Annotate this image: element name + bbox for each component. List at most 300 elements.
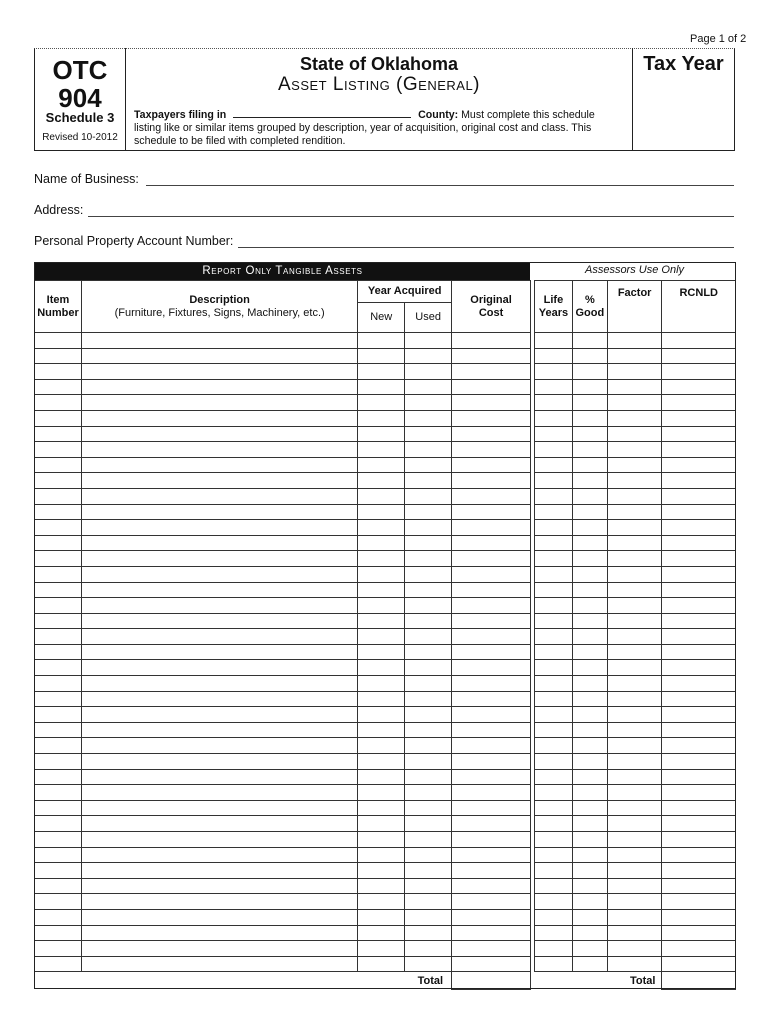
entry-cell[interactable] [35, 925, 82, 941]
entry-cell[interactable] [405, 364, 452, 380]
entry-cell[interactable] [405, 551, 452, 567]
entry-cell[interactable] [35, 816, 82, 832]
entry-cell[interactable] [35, 582, 82, 598]
entry-cell[interactable] [81, 442, 357, 458]
assessor-cell[interactable] [607, 442, 662, 458]
entry-cell[interactable] [452, 520, 531, 536]
assessor-cell[interactable] [572, 629, 607, 645]
entry-cell[interactable] [405, 629, 452, 645]
assessor-cell[interactable] [607, 410, 662, 426]
assessor-cell[interactable] [662, 816, 736, 832]
assessor-cell[interactable] [607, 566, 662, 582]
assessor-cell[interactable] [607, 832, 662, 848]
entry-cell[interactable] [81, 364, 357, 380]
entry-cell[interactable] [452, 660, 531, 676]
entry-cell[interactable] [35, 738, 82, 754]
entry-cell[interactable] [358, 520, 405, 536]
assessor-cell[interactable] [662, 847, 736, 863]
entry-cell[interactable] [358, 676, 405, 692]
assessor-cell[interactable] [662, 660, 736, 676]
entry-cell[interactable] [358, 909, 405, 925]
assessor-cell[interactable] [572, 956, 607, 972]
entry-cell[interactable] [81, 395, 357, 411]
entry-cell[interactable] [358, 629, 405, 645]
assessor-cell[interactable] [607, 785, 662, 801]
assessor-cell[interactable] [535, 738, 573, 754]
assessor-cell[interactable] [572, 660, 607, 676]
assessor-cell[interactable] [572, 722, 607, 738]
entry-cell[interactable] [452, 722, 531, 738]
assessor-cell[interactable] [535, 769, 573, 785]
entry-cell[interactable] [81, 660, 357, 676]
entry-cell[interactable] [452, 551, 531, 567]
entry-cell[interactable] [35, 379, 82, 395]
assessor-cell[interactable] [572, 738, 607, 754]
entry-cell[interactable] [35, 676, 82, 692]
entry-cell[interactable] [81, 691, 357, 707]
assessor-cell[interactable] [662, 379, 736, 395]
assessor-cell[interactable] [572, 816, 607, 832]
entry-cell[interactable] [358, 816, 405, 832]
assessor-cell[interactable] [572, 457, 607, 473]
entry-cell[interactable] [81, 504, 357, 520]
assessor-cell[interactable] [662, 691, 736, 707]
assessor-cell[interactable] [607, 800, 662, 816]
assessor-cell[interactable] [662, 395, 736, 411]
entry-cell[interactable] [405, 769, 452, 785]
assessor-cell[interactable] [535, 722, 573, 738]
assessor-cell[interactable] [535, 707, 573, 723]
entry-cell[interactable] [405, 348, 452, 364]
entry-cell[interactable] [452, 442, 531, 458]
entry-cell[interactable] [81, 551, 357, 567]
assessor-cell[interactable] [607, 722, 662, 738]
assessor-cell[interactable] [662, 364, 736, 380]
entry-cell[interactable] [452, 707, 531, 723]
address-field[interactable] [88, 215, 734, 217]
entry-cell[interactable] [35, 956, 82, 972]
assessor-cell[interactable] [572, 613, 607, 629]
assessor-cell[interactable] [662, 769, 736, 785]
assessor-cell[interactable] [607, 909, 662, 925]
entry-cell[interactable] [35, 520, 82, 536]
assessor-cell[interactable] [662, 878, 736, 894]
entry-cell[interactable] [358, 941, 405, 957]
entry-cell[interactable] [81, 348, 357, 364]
entry-cell[interactable] [452, 348, 531, 364]
assessor-cell[interactable] [535, 676, 573, 692]
entry-cell[interactable] [452, 410, 531, 426]
entry-cell[interactable] [35, 769, 82, 785]
entry-cell[interactable] [358, 364, 405, 380]
entry-cell[interactable] [452, 535, 531, 551]
entry-cell[interactable] [81, 909, 357, 925]
entry-cell[interactable] [358, 738, 405, 754]
assessor-cell[interactable] [662, 785, 736, 801]
entry-cell[interactable] [405, 582, 452, 598]
assessor-cell[interactable] [535, 613, 573, 629]
assessor-cell[interactable] [572, 894, 607, 910]
assessor-cell[interactable] [662, 551, 736, 567]
assessor-cell[interactable] [535, 410, 573, 426]
entry-cell[interactable] [81, 473, 357, 489]
assessor-cell[interactable] [535, 785, 573, 801]
assessor-cell[interactable] [662, 909, 736, 925]
entry-cell[interactable] [81, 598, 357, 614]
entry-cell[interactable] [81, 754, 357, 770]
assessor-cell[interactable] [572, 754, 607, 770]
assessor-cell[interactable] [535, 395, 573, 411]
entry-cell[interactable] [452, 816, 531, 832]
assessor-cell[interactable] [607, 488, 662, 504]
entry-cell[interactable] [405, 816, 452, 832]
entry-cell[interactable] [452, 832, 531, 848]
entry-cell[interactable] [405, 644, 452, 660]
entry-cell[interactable] [358, 660, 405, 676]
assessor-cell[interactable] [572, 333, 607, 349]
assessor-cell[interactable] [607, 613, 662, 629]
assessor-cell[interactable] [535, 909, 573, 925]
entry-cell[interactable] [81, 847, 357, 863]
entry-cell[interactable] [452, 582, 531, 598]
entry-cell[interactable] [81, 769, 357, 785]
assessor-cell[interactable] [572, 691, 607, 707]
entry-cell[interactable] [405, 909, 452, 925]
assessor-cell[interactable] [535, 754, 573, 770]
entry-cell[interactable] [358, 722, 405, 738]
total-rcnld-cell[interactable] [662, 972, 736, 990]
assessor-cell[interactable] [535, 520, 573, 536]
entry-cell[interactable] [35, 535, 82, 551]
entry-cell[interactable] [405, 722, 452, 738]
assessor-cell[interactable] [607, 629, 662, 645]
entry-cell[interactable] [81, 941, 357, 957]
assessor-cell[interactable] [535, 364, 573, 380]
entry-cell[interactable] [35, 426, 82, 442]
assessor-cell[interactable] [607, 520, 662, 536]
total-original-cost-cell[interactable] [452, 972, 531, 990]
entry-cell[interactable] [358, 348, 405, 364]
assessor-cell[interactable] [662, 956, 736, 972]
assessor-cell[interactable] [535, 660, 573, 676]
assessor-cell[interactable] [607, 956, 662, 972]
entry-cell[interactable] [452, 863, 531, 879]
entry-cell[interactable] [81, 722, 357, 738]
entry-cell[interactable] [452, 364, 531, 380]
entry-cell[interactable] [405, 754, 452, 770]
entry-cell[interactable] [405, 894, 452, 910]
entry-cell[interactable] [358, 551, 405, 567]
assessor-cell[interactable] [662, 473, 736, 489]
assessor-cell[interactable] [662, 925, 736, 941]
entry-cell[interactable] [452, 488, 531, 504]
county-blank[interactable] [233, 108, 411, 118]
assessor-cell[interactable] [535, 691, 573, 707]
assessor-cell[interactable] [607, 426, 662, 442]
entry-cell[interactable] [81, 629, 357, 645]
assessor-cell[interactable] [662, 707, 736, 723]
entry-cell[interactable] [35, 800, 82, 816]
entry-cell[interactable] [405, 925, 452, 941]
assessor-cell[interactable] [607, 738, 662, 754]
entry-cell[interactable] [358, 832, 405, 848]
entry-cell[interactable] [452, 333, 531, 349]
entry-cell[interactable] [81, 535, 357, 551]
entry-cell[interactable] [405, 613, 452, 629]
assessor-cell[interactable] [572, 832, 607, 848]
assessor-cell[interactable] [607, 473, 662, 489]
assessor-cell[interactable] [607, 878, 662, 894]
entry-cell[interactable] [452, 644, 531, 660]
assessor-cell[interactable] [662, 800, 736, 816]
assessor-cell[interactable] [607, 582, 662, 598]
entry-cell[interactable] [358, 925, 405, 941]
entry-cell[interactable] [405, 442, 452, 458]
entry-cell[interactable] [81, 333, 357, 349]
entry-cell[interactable] [81, 707, 357, 723]
entry-cell[interactable] [35, 442, 82, 458]
assessor-cell[interactable] [535, 488, 573, 504]
assessor-cell[interactable] [607, 769, 662, 785]
entry-cell[interactable] [358, 410, 405, 426]
assessor-cell[interactable] [535, 925, 573, 941]
assessor-cell[interactable] [572, 488, 607, 504]
assessor-cell[interactable] [572, 644, 607, 660]
entry-cell[interactable] [452, 847, 531, 863]
entry-cell[interactable] [358, 473, 405, 489]
entry-cell[interactable] [35, 629, 82, 645]
entry-cell[interactable] [452, 379, 531, 395]
assessor-cell[interactable] [662, 644, 736, 660]
entry-cell[interactable] [81, 863, 357, 879]
assessor-cell[interactable] [607, 395, 662, 411]
entry-cell[interactable] [405, 457, 452, 473]
assessor-cell[interactable] [607, 598, 662, 614]
entry-cell[interactable] [358, 613, 405, 629]
entry-cell[interactable] [452, 878, 531, 894]
assessor-cell[interactable] [572, 925, 607, 941]
entry-cell[interactable] [452, 956, 531, 972]
assessor-cell[interactable] [662, 520, 736, 536]
entry-cell[interactable] [358, 504, 405, 520]
assessor-cell[interactable] [607, 754, 662, 770]
assessor-cell[interactable] [535, 566, 573, 582]
assessor-cell[interactable] [662, 410, 736, 426]
entry-cell[interactable] [35, 707, 82, 723]
entry-cell[interactable] [405, 676, 452, 692]
assessor-cell[interactable] [607, 691, 662, 707]
entry-cell[interactable] [358, 442, 405, 458]
entry-cell[interactable] [405, 847, 452, 863]
entry-cell[interactable] [35, 457, 82, 473]
entry-cell[interactable] [35, 878, 82, 894]
entry-cell[interactable] [405, 660, 452, 676]
assessor-cell[interactable] [572, 676, 607, 692]
entry-cell[interactable] [358, 707, 405, 723]
entry-cell[interactable] [358, 566, 405, 582]
assessor-cell[interactable] [572, 426, 607, 442]
entry-cell[interactable] [452, 395, 531, 411]
entry-cell[interactable] [405, 785, 452, 801]
assessor-cell[interactable] [662, 504, 736, 520]
assessor-cell[interactable] [535, 333, 573, 349]
assessor-cell[interactable] [535, 426, 573, 442]
entry-cell[interactable] [405, 535, 452, 551]
entry-cell[interactable] [452, 941, 531, 957]
assessor-cell[interactable] [607, 379, 662, 395]
assessor-cell[interactable] [535, 598, 573, 614]
assessor-cell[interactable] [572, 348, 607, 364]
entry-cell[interactable] [452, 754, 531, 770]
entry-cell[interactable] [35, 832, 82, 848]
entry-cell[interactable] [35, 754, 82, 770]
entry-cell[interactable] [358, 333, 405, 349]
entry-cell[interactable] [35, 660, 82, 676]
assessor-cell[interactable] [572, 442, 607, 458]
entry-cell[interactable] [35, 785, 82, 801]
assessor-cell[interactable] [662, 676, 736, 692]
entry-cell[interactable] [35, 847, 82, 863]
entry-cell[interactable] [405, 941, 452, 957]
assessor-cell[interactable] [535, 941, 573, 957]
assessor-cell[interactable] [607, 816, 662, 832]
assessor-cell[interactable] [572, 364, 607, 380]
entry-cell[interactable] [81, 832, 357, 848]
assessor-cell[interactable] [662, 426, 736, 442]
assessor-cell[interactable] [607, 847, 662, 863]
assessor-cell[interactable] [662, 738, 736, 754]
assessor-cell[interactable] [662, 722, 736, 738]
entry-cell[interactable] [405, 520, 452, 536]
assessor-cell[interactable] [662, 754, 736, 770]
entry-cell[interactable] [81, 800, 357, 816]
entry-cell[interactable] [405, 379, 452, 395]
assessor-cell[interactable] [535, 442, 573, 458]
assessor-cell[interactable] [535, 582, 573, 598]
entry-cell[interactable] [405, 410, 452, 426]
entry-cell[interactable] [35, 863, 82, 879]
entry-cell[interactable] [35, 941, 82, 957]
entry-cell[interactable] [81, 426, 357, 442]
assessor-cell[interactable] [662, 457, 736, 473]
assessor-cell[interactable] [662, 598, 736, 614]
assessor-cell[interactable] [607, 707, 662, 723]
entry-cell[interactable] [405, 878, 452, 894]
assessor-cell[interactable] [535, 379, 573, 395]
entry-cell[interactable] [452, 894, 531, 910]
assessor-cell[interactable] [607, 364, 662, 380]
entry-cell[interactable] [81, 613, 357, 629]
entry-cell[interactable] [358, 863, 405, 879]
entry-cell[interactable] [358, 644, 405, 660]
assessor-cell[interactable] [607, 676, 662, 692]
entry-cell[interactable] [81, 566, 357, 582]
entry-cell[interactable] [81, 925, 357, 941]
entry-cell[interactable] [452, 676, 531, 692]
assessor-cell[interactable] [535, 878, 573, 894]
entry-cell[interactable] [358, 426, 405, 442]
entry-cell[interactable] [452, 629, 531, 645]
entry-cell[interactable] [35, 473, 82, 489]
assessor-cell[interactable] [535, 800, 573, 816]
entry-cell[interactable] [452, 504, 531, 520]
entry-cell[interactable] [358, 535, 405, 551]
entry-cell[interactable] [358, 956, 405, 972]
entry-cell[interactable] [81, 676, 357, 692]
entry-cell[interactable] [358, 691, 405, 707]
assessor-cell[interactable] [535, 863, 573, 879]
entry-cell[interactable] [81, 457, 357, 473]
entry-cell[interactable] [358, 847, 405, 863]
assessor-cell[interactable] [572, 520, 607, 536]
entry-cell[interactable] [452, 769, 531, 785]
assessor-cell[interactable] [607, 504, 662, 520]
entry-cell[interactable] [81, 816, 357, 832]
entry-cell[interactable] [358, 598, 405, 614]
entry-cell[interactable] [405, 707, 452, 723]
entry-cell[interactable] [452, 457, 531, 473]
entry-cell[interactable] [35, 598, 82, 614]
assessor-cell[interactable] [535, 457, 573, 473]
entry-cell[interactable] [405, 691, 452, 707]
assessor-cell[interactable] [572, 535, 607, 551]
assessor-cell[interactable] [572, 847, 607, 863]
entry-cell[interactable] [405, 333, 452, 349]
account-number-field[interactable] [238, 246, 734, 248]
assessor-cell[interactable] [607, 457, 662, 473]
entry-cell[interactable] [358, 457, 405, 473]
assessor-cell[interactable] [572, 566, 607, 582]
entry-cell[interactable] [35, 364, 82, 380]
assessor-cell[interactable] [572, 941, 607, 957]
entry-cell[interactable] [452, 566, 531, 582]
assessor-cell[interactable] [607, 894, 662, 910]
entry-cell[interactable] [358, 395, 405, 411]
entry-cell[interactable] [452, 785, 531, 801]
assessor-cell[interactable] [535, 348, 573, 364]
entry-cell[interactable] [81, 956, 357, 972]
entry-cell[interactable] [405, 832, 452, 848]
entry-cell[interactable] [452, 738, 531, 754]
assessor-cell[interactable] [662, 442, 736, 458]
assessor-cell[interactable] [662, 348, 736, 364]
entry-cell[interactable] [358, 800, 405, 816]
assessor-cell[interactable] [572, 878, 607, 894]
assessor-cell[interactable] [607, 348, 662, 364]
entry-cell[interactable] [358, 379, 405, 395]
assessor-cell[interactable] [572, 909, 607, 925]
assessor-cell[interactable] [607, 660, 662, 676]
entry-cell[interactable] [81, 894, 357, 910]
entry-cell[interactable] [81, 878, 357, 894]
assessor-cell[interactable] [572, 769, 607, 785]
entry-cell[interactable] [35, 488, 82, 504]
entry-cell[interactable] [452, 598, 531, 614]
entry-cell[interactable] [81, 785, 357, 801]
assessor-cell[interactable] [607, 925, 662, 941]
assessor-cell[interactable] [535, 956, 573, 972]
assessor-cell[interactable] [607, 941, 662, 957]
entry-cell[interactable] [405, 566, 452, 582]
assessor-cell[interactable] [662, 582, 736, 598]
assessor-cell[interactable] [572, 582, 607, 598]
entry-cell[interactable] [81, 644, 357, 660]
entry-cell[interactable] [405, 473, 452, 489]
assessor-cell[interactable] [572, 707, 607, 723]
assessor-cell[interactable] [572, 504, 607, 520]
assessor-cell[interactable] [535, 551, 573, 567]
assessor-cell[interactable] [662, 333, 736, 349]
